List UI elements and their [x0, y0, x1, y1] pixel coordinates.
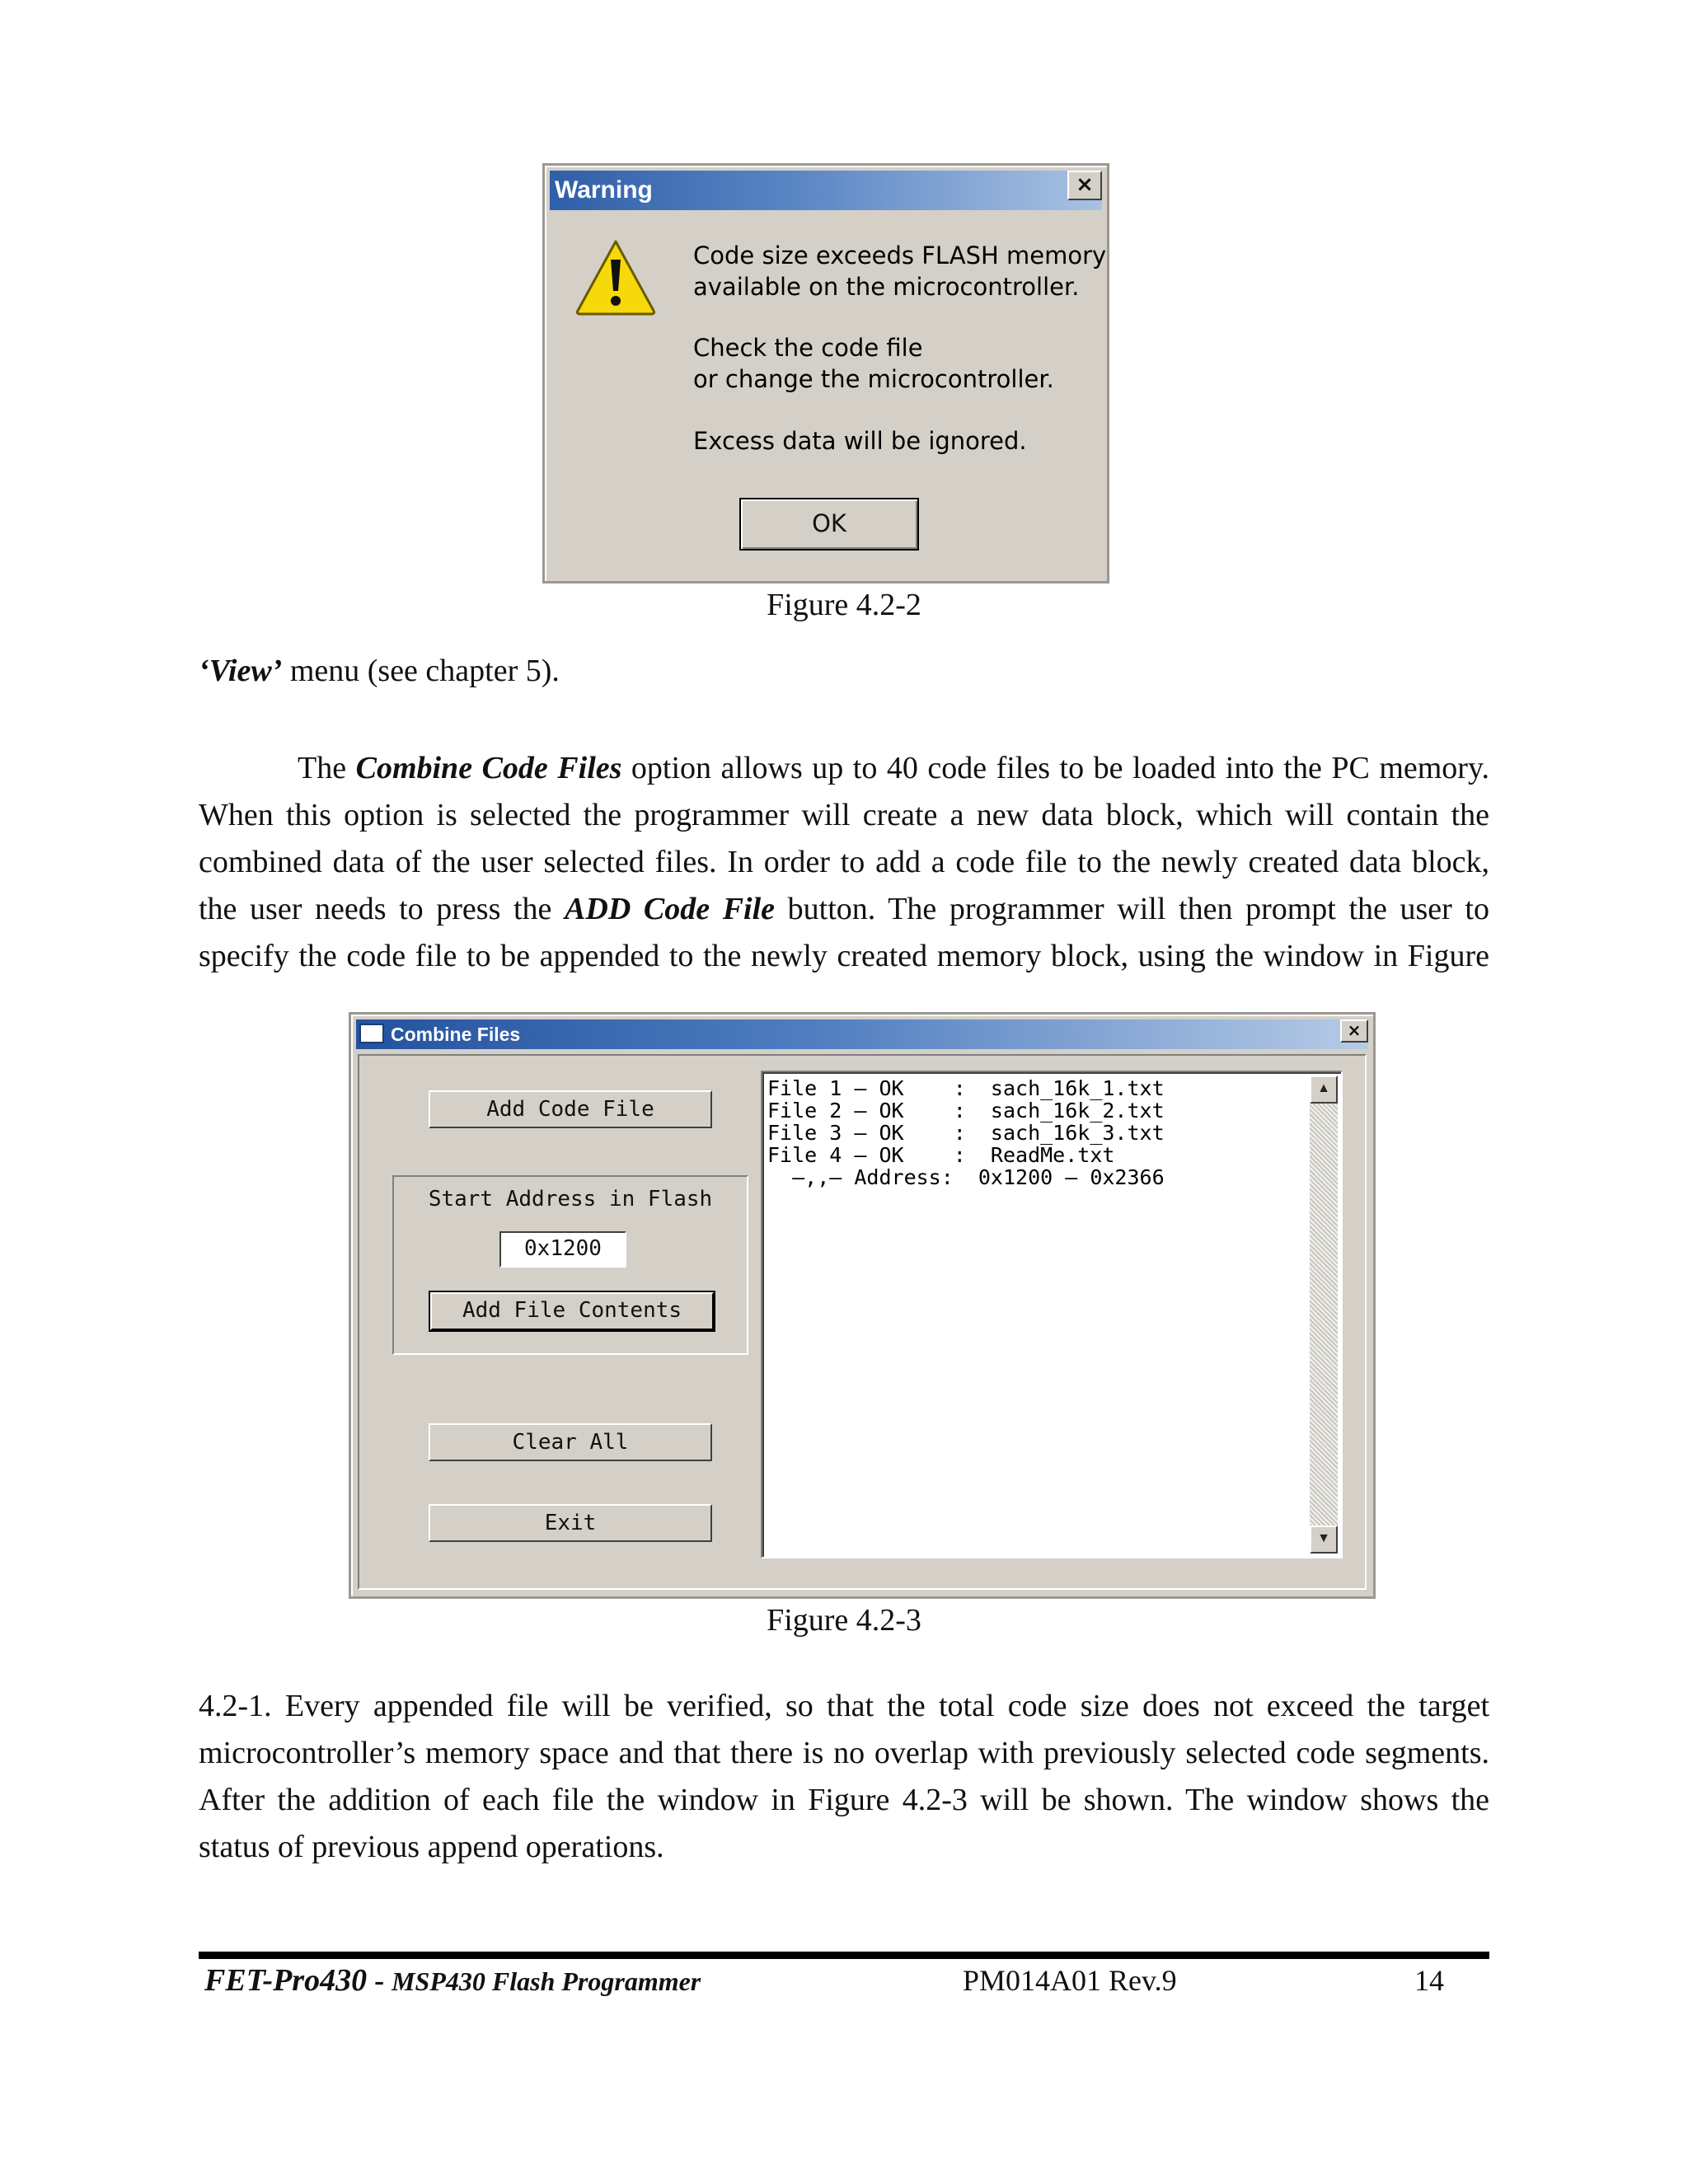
- footer-rule: [199, 1952, 1489, 1959]
- paragraph-text: the user needs to press the: [199, 892, 565, 926]
- window-icon: [359, 1024, 384, 1043]
- paragraph-line: status of previous append operations.: [199, 1830, 664, 1864]
- add-code-file-term: ADD Code File: [565, 892, 776, 926]
- page-number: 14: [1414, 1964, 1444, 1997]
- paragraph-text: option allows up to 40 code files to be loaded into the PC memory.: [621, 751, 1489, 785]
- warning-message-line: available on the microcontroller.: [693, 273, 1080, 301]
- warning-message-line: Excess data will be ignored.: [693, 427, 1027, 455]
- scroll-up-arrow-icon[interactable]: ▲: [1310, 1076, 1338, 1104]
- document-id: PM014A01 Rev.9: [963, 1964, 1177, 1997]
- combine-close-button[interactable]: ×: [1340, 1019, 1368, 1043]
- warning-message-line: or change the microcontroller.: [693, 365, 1054, 393]
- warning-message-line: Check the code file: [693, 334, 923, 362]
- add-file-contents-button[interactable]: Add File Contents: [430, 1292, 714, 1330]
- figure-caption: Figure 4.2-2: [767, 588, 921, 622]
- warning-title-bar: [550, 171, 1102, 210]
- warning-close-button[interactable]: ×: [1067, 171, 1102, 200]
- warning-triangle-icon: [574, 238, 657, 317]
- paragraph-line: [199, 886, 1489, 933]
- paragraph-line: [199, 745, 1489, 792]
- scroll-down-arrow-icon[interactable]: ▼: [1310, 1526, 1338, 1554]
- paragraph-line: specify the code file to be appended to the newly created memory block, using the window in Figure: [199, 939, 1489, 973]
- list-scrollbar[interactable]: [1310, 1076, 1338, 1554]
- exit-button[interactable]: Exit: [429, 1504, 712, 1542]
- list-item: File 4 – OK : ReadMe.txt: [767, 1143, 1115, 1167]
- list-item: –,,– Address: 0x1200 – 0x2366: [767, 1165, 1165, 1189]
- view-menu-reference: [199, 653, 560, 689]
- product-subtitle: MSP430 Flash Programmer: [392, 1966, 701, 1996]
- paragraph-line: microcontroller’s memory space and that there is no overlap with previously selected code segments.: [199, 1736, 1489, 1770]
- product-name: FET-Pro430: [204, 1963, 368, 1998]
- paragraph-line: combined data of the user selected files. In order to add a code file to the newly created data block,: [199, 845, 1489, 879]
- paragraph-text: button. The programmer will then prompt the user to: [775, 892, 1489, 926]
- view-menu-term: ‘View’: [199, 654, 283, 688]
- add-code-file-button[interactable]: Add Code File: [429, 1090, 712, 1128]
- paragraph-line: After the addition of each file the window in Figure 4.2-3 will be shown. The window shows the: [199, 1783, 1489, 1817]
- combine-code-files-term: Combine Code Files: [355, 751, 622, 785]
- list-item: File 1 – OK : sach_16k_1.txt: [767, 1076, 1165, 1100]
- start-address-input[interactable]: 0x1200: [499, 1231, 626, 1268]
- combine-files-dialog: [349, 1012, 1376, 1599]
- paragraph-line: 4.2-1. Every appended file will be verified, so that the total code size does not exceed the target: [199, 1689, 1489, 1723]
- paragraph-text: The: [298, 751, 356, 785]
- start-address-label: Start Address in Flash: [428, 1187, 713, 1212]
- warning-title: Warning: [555, 176, 653, 204]
- view-menu-text: menu (see chapter 5).: [282, 654, 560, 688]
- combine-title: Combine Files: [391, 1024, 521, 1045]
- figure-caption: Figure 4.2-3: [767, 1603, 921, 1638]
- list-item: File 3 – OK : sach_16k_3.txt: [767, 1121, 1165, 1145]
- warning-dialog: [542, 163, 1109, 583]
- combine-title-bar: [356, 1019, 1368, 1049]
- file-status-list[interactable]: [761, 1071, 1343, 1558]
- verification-paragraph: [199, 1683, 1489, 1871]
- ok-button[interactable]: OK: [739, 498, 919, 551]
- footer-product: [204, 1960, 701, 2002]
- footer-separator: -: [367, 1964, 392, 1997]
- clear-all-button[interactable]: Clear All: [429, 1423, 712, 1461]
- paragraph-line: When this option is selected the programmer will create a new data block, which will contain the: [199, 798, 1489, 832]
- list-item: File 2 – OK : sach_16k_2.txt: [767, 1099, 1165, 1122]
- warning-message-line: Code size exceeds FLASH memory: [693, 241, 1107, 269]
- start-address-group: [392, 1175, 748, 1355]
- combine-code-files-paragraph: [199, 745, 1489, 980]
